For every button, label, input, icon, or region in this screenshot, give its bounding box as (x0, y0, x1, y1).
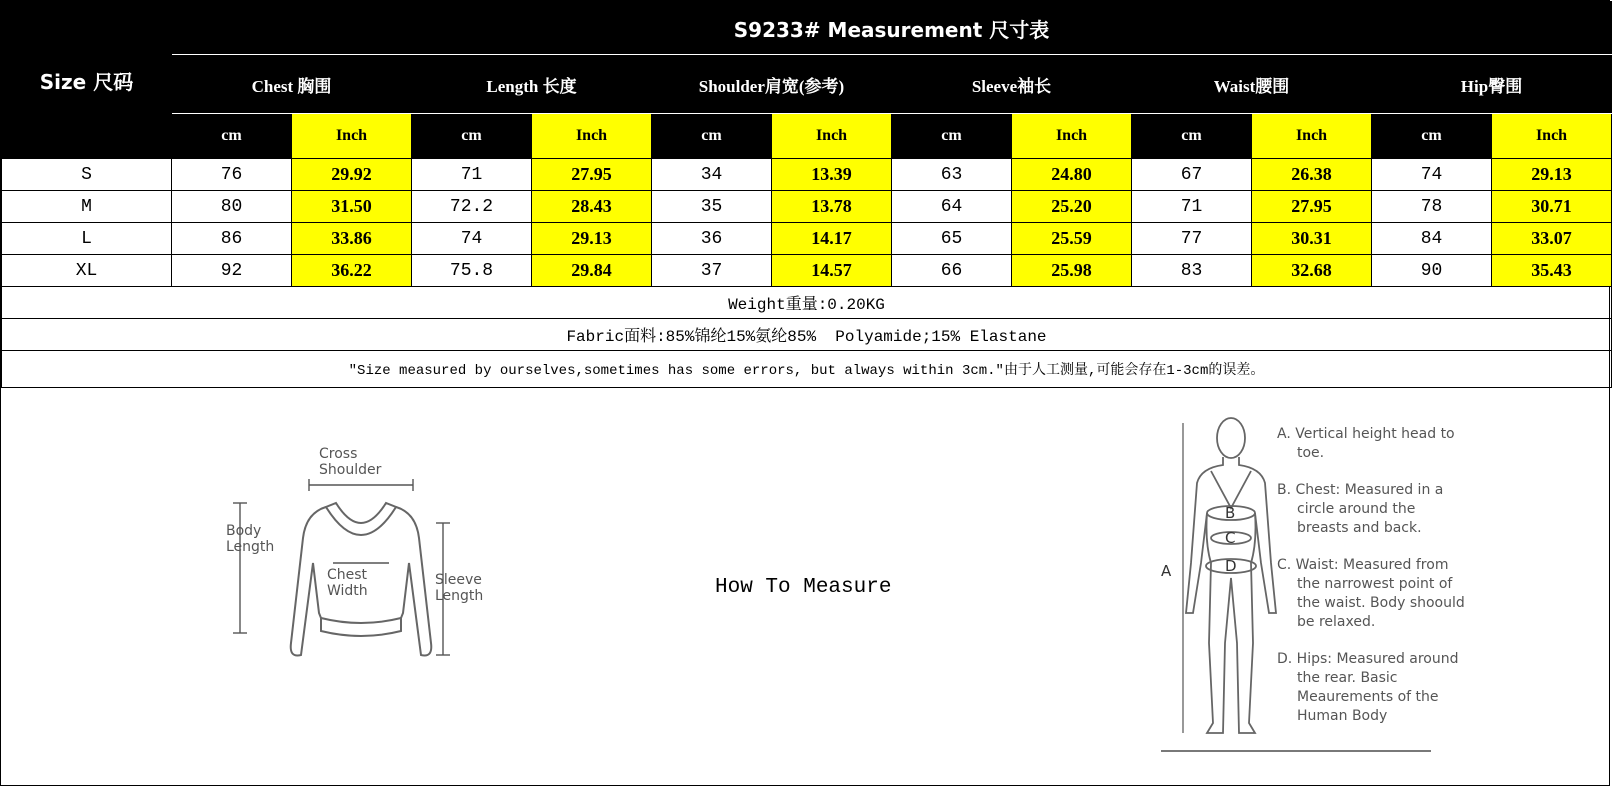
legend-item: B. Chest: Measured in a circle around the breasts and back. (1277, 482, 1444, 536)
length-cm: 71 (412, 159, 532, 191)
legend-item: C. Waist: Measured from the narrowest point of the waist. Body shoould be relaxed. (1277, 557, 1465, 630)
length-inch: 28.43 (532, 191, 652, 223)
unit-header-row (2, 114, 1612, 159)
table-row (2, 255, 1612, 287)
chest-inch: 31.50 (292, 191, 412, 223)
fabric-note: Fabric面料:85%锦纶15%氨纶85% Polyamide;15% Elastane (2, 319, 1612, 351)
unit-cm: cm (1132, 114, 1252, 159)
group-header-row (2, 55, 1612, 114)
unit-cm: cm (1372, 114, 1492, 159)
waist-inch: 26.38 (1252, 159, 1372, 191)
length-inch: 29.84 (532, 255, 652, 287)
shoulder-cm: 34 (652, 159, 772, 191)
hip-cm: 84 (1372, 223, 1492, 255)
group-sleeve: Sleeve袖长 (892, 55, 1132, 114)
point-a-letter: A (1161, 562, 1172, 580)
waist-cm: 83 (1132, 255, 1252, 287)
measure-diagram-area (1, 393, 1611, 787)
length-cm: 72.2 (412, 191, 532, 223)
waist-inch: 27.95 (1252, 191, 1372, 223)
measurement-legend (1277, 425, 1467, 744)
group-hip: Hip臀围 (1372, 55, 1612, 114)
group-shoulder: Shoulder肩宽(参考) (652, 55, 892, 114)
shoulder-inch: 13.39 (772, 159, 892, 191)
waist-inch: 30.31 (1252, 223, 1372, 255)
unit-inch: Inch (772, 114, 892, 159)
hip-inch: 33.07 (1492, 223, 1612, 255)
garment-diagram (221, 443, 501, 683)
table-row (2, 191, 1612, 223)
group-chest: Chest 胸围 (172, 55, 412, 114)
length-cm: 75.8 (412, 255, 532, 287)
size-cell: L (2, 223, 172, 255)
unit-inch: Inch (1492, 114, 1612, 159)
size-header: Size 尺码 (2, 2, 172, 159)
hip-inch: 35.43 (1492, 255, 1612, 287)
legend-item: A. Vertical height head to toe. (1277, 426, 1455, 461)
length-cm: 74 (412, 223, 532, 255)
shoulder-inch: 14.17 (772, 223, 892, 255)
chest-cm: 86 (172, 223, 292, 255)
weight-note: Weight重量:0.20KG (2, 287, 1612, 319)
body-length-label: Length (226, 539, 275, 555)
unit-cm: cm (652, 114, 772, 159)
sleeve-inch: 25.20 (1012, 191, 1132, 223)
sleeve-cm: 66 (892, 255, 1012, 287)
point-b-letter: B (1225, 504, 1236, 522)
hip-inch: 29.13 (1492, 159, 1612, 191)
sleeve-cm: 65 (892, 223, 1012, 255)
shoulder-cm: 35 (652, 191, 772, 223)
disclaimer-note: "Size measured by ourselves,sometimes has some errors, but always within 3cm."由于人工测量,可能会存在1-3cm的误差。 (2, 351, 1612, 388)
size-cell: XL (2, 255, 172, 287)
cross-shoulder-label: Cross (319, 446, 358, 462)
body-length-label: Body (226, 523, 262, 539)
unit-inch: Inch (532, 114, 652, 159)
cross-shoulder-label: Shoulder (319, 462, 382, 478)
shoulder-inch: 14.57 (772, 255, 892, 287)
hip-inch: 30.71 (1492, 191, 1612, 223)
waist-cm: 77 (1132, 223, 1252, 255)
legend-item: D. Hips: Measured around the rear. Basic Meaurements of the Human Body (1277, 651, 1459, 724)
chest-width-label: Chest (327, 567, 368, 583)
unit-inch: Inch (292, 114, 412, 159)
sleeve-cm: 64 (892, 191, 1012, 223)
shoulder-cm: 36 (652, 223, 772, 255)
shoulder-inch: 13.78 (772, 191, 892, 223)
chest-cm: 76 (172, 159, 292, 191)
length-inch: 27.95 (532, 159, 652, 191)
sleeve-length-label: Sleeve (435, 572, 482, 588)
chest-cm: 80 (172, 191, 292, 223)
waist-cm: 67 (1132, 159, 1252, 191)
unit-inch: Inch (1252, 114, 1372, 159)
waist-cm: 71 (1132, 191, 1252, 223)
shoulder-cm: 37 (652, 255, 772, 287)
unit-cm: cm (412, 114, 532, 159)
table-row (2, 223, 1612, 255)
sleeve-inch: 25.59 (1012, 223, 1132, 255)
chest-inch: 36.22 (292, 255, 412, 287)
waist-inch: 32.68 (1252, 255, 1372, 287)
group-waist: Waist腰围 (1132, 55, 1372, 114)
table-title: S9233# Measurement 尺寸表 (172, 2, 1612, 55)
size-table (1, 1, 1612, 388)
length-inch: 29.13 (532, 223, 652, 255)
table-row (2, 159, 1612, 191)
chest-cm: 92 (172, 255, 292, 287)
chest-width-label: Width (327, 583, 368, 599)
sleeve-inch: 24.80 (1012, 159, 1132, 191)
how-to-measure-title: How To Measure (715, 576, 892, 599)
size-cell: M (2, 191, 172, 223)
chest-inch: 33.86 (292, 223, 412, 255)
hip-cm: 90 (1372, 255, 1492, 287)
unit-cm: cm (892, 114, 1012, 159)
chest-inch: 29.92 (292, 159, 412, 191)
sleeve-length-label: Length (435, 588, 484, 604)
hip-cm: 74 (1372, 159, 1492, 191)
group-length: Length 长度 (412, 55, 652, 114)
unit-inch: Inch (1012, 114, 1132, 159)
sleeve-cm: 63 (892, 159, 1012, 191)
sleeve-inch: 25.98 (1012, 255, 1132, 287)
point-c-letter: C (1225, 529, 1236, 547)
unit-cm: cm (172, 114, 292, 159)
point-d-letter: D (1225, 557, 1237, 575)
hip-cm: 78 (1372, 191, 1492, 223)
size-cell: S (2, 159, 172, 191)
